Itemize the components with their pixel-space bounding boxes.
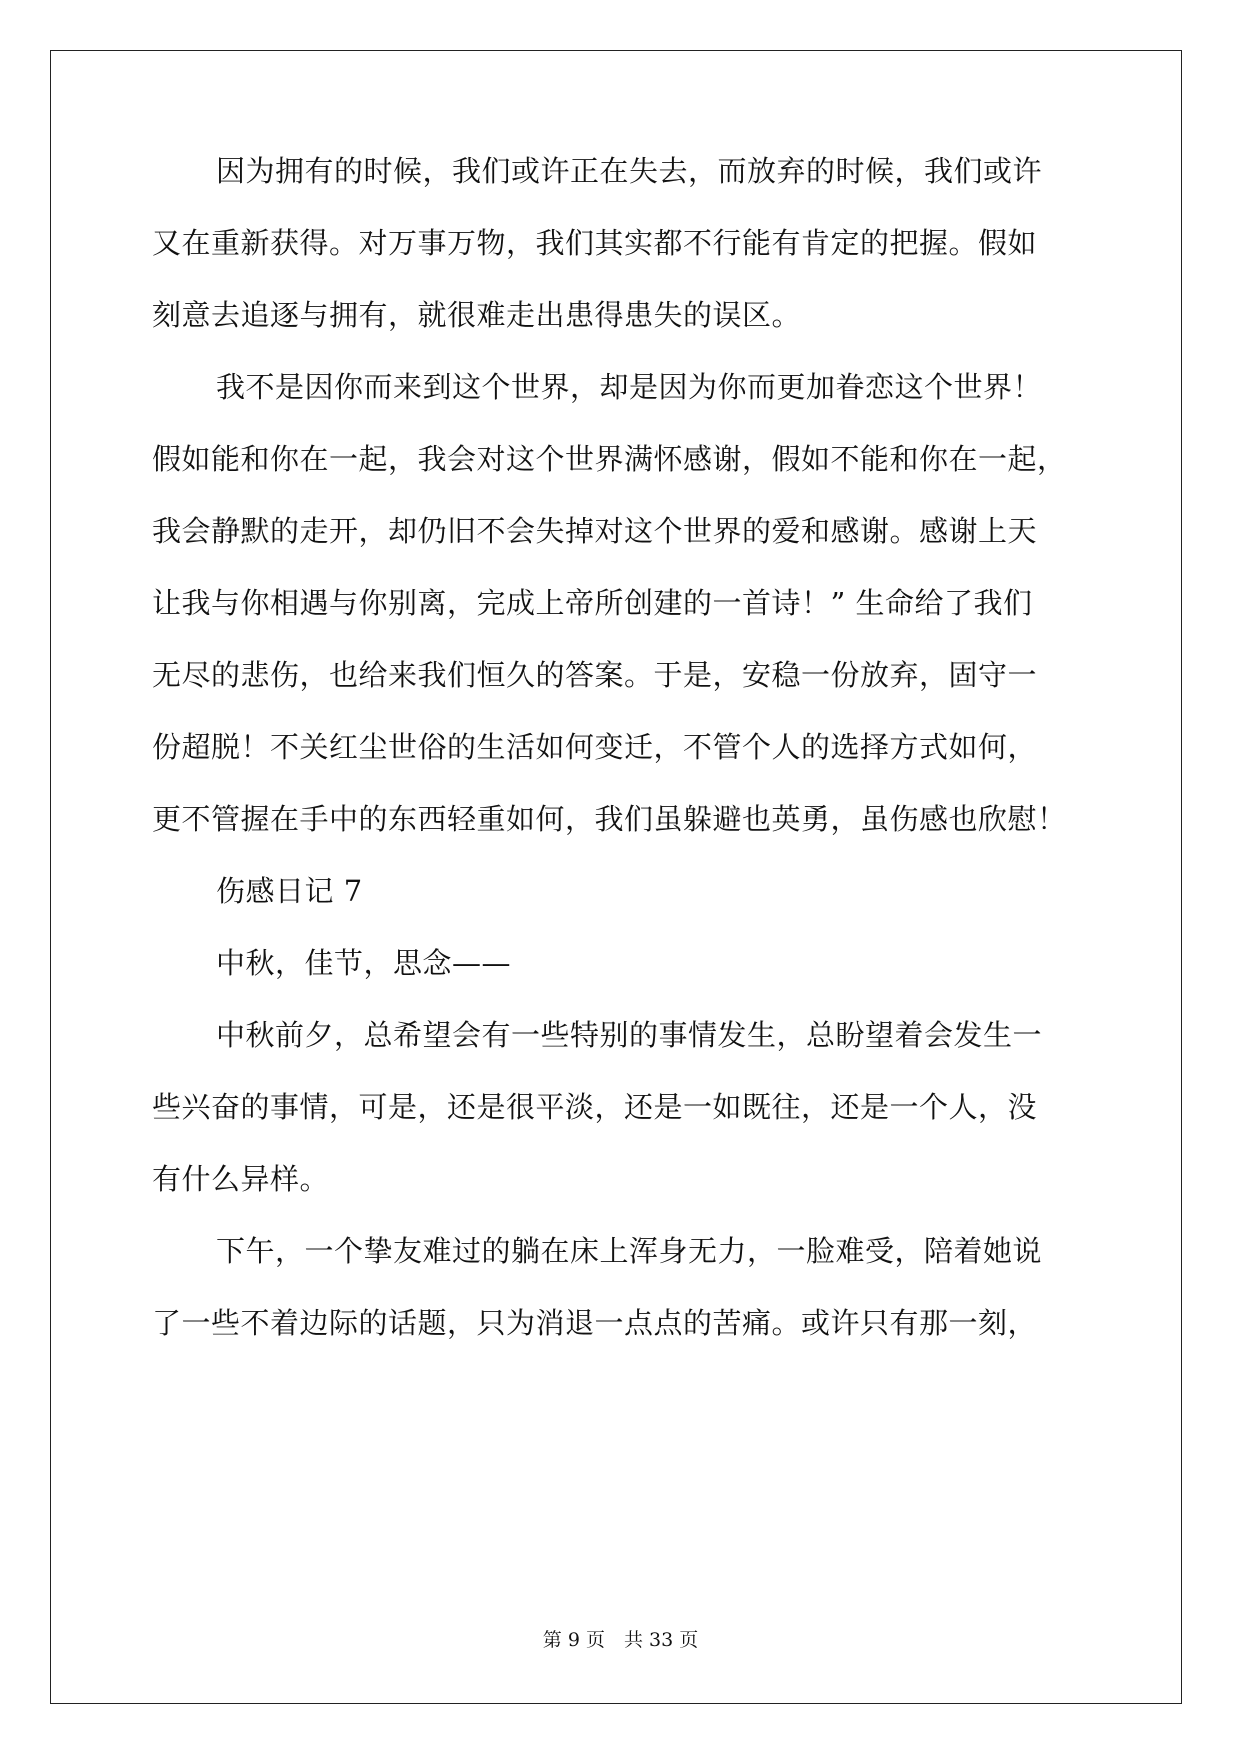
paragraph-6-line-1: 下午，一个挚友难过的躺在床上浑身无力，一脸难受，陪着她说 bbox=[216, 1234, 1043, 1268]
paragraph-5-line-2: 些兴奋的事情，可是，还是很平淡，还是一如既往，还是一个人，没 bbox=[152, 1090, 1038, 1124]
paragraph-2-line-2: 假如能和你在一起，我会对这个世界满怀感谢，假如不能和你在一起， bbox=[152, 442, 1067, 476]
paragraph-2-line-7: 更不管握在手中的东西轻重如何，我们虽躲避也英勇，虽伤感也欣慰！ bbox=[152, 802, 1067, 836]
paragraph-1-line-2: 又在重新获得。对万事万物，我们其实都不行能有肯定的把握。假如 bbox=[152, 226, 1038, 260]
page-number-footer: 第 9 页 共 33 页 bbox=[542, 1629, 699, 1651]
paragraph-1-line-3: 刻意去追逐与拥有，就很难走出患得患失的误区。 bbox=[152, 298, 802, 332]
paragraph-2-line-4: 让我与你相遇与你别离，完成上帝所创建的一首诗！” 生命给了我们 bbox=[152, 586, 1033, 620]
paragraph-1-line-1: 因为拥有的时候，我们或许正在失去，而放弃的时候，我们或许 bbox=[216, 154, 1043, 188]
paragraph-4-line-1: 中秋，佳节，思念—— bbox=[216, 946, 512, 980]
paragraph-2-line-3: 我会静默的走开，却仍旧不会失掉对这个世界的爱和感谢。感谢上天 bbox=[152, 514, 1038, 548]
paragraph-6-line-2: 了一些不着边际的话题，只为消退一点点的苦痛。或许只有那一刻， bbox=[152, 1306, 1038, 1340]
paragraph-2-line-6: 份超脱！不关红尘世俗的生活如何变迁，不管个人的选择方式如何， bbox=[152, 730, 1038, 764]
paragraph-5-line-3: 有什么异样。 bbox=[152, 1162, 330, 1196]
paragraph-2-line-5: 无尽的悲伤，也给来我们恒久的答案。于是，安稳一份放弃，固守一 bbox=[152, 658, 1038, 692]
paragraph-2-line-1: 我不是因你而来到这个世界，却是因为你而更加眷恋这个世界！ bbox=[216, 370, 1043, 404]
diary-heading: 伤感日记 7 bbox=[216, 874, 363, 908]
paragraph-5-line-1: 中秋前夕，总希望会有一些特别的事情发生，总盼望着会发生一 bbox=[216, 1018, 1043, 1052]
